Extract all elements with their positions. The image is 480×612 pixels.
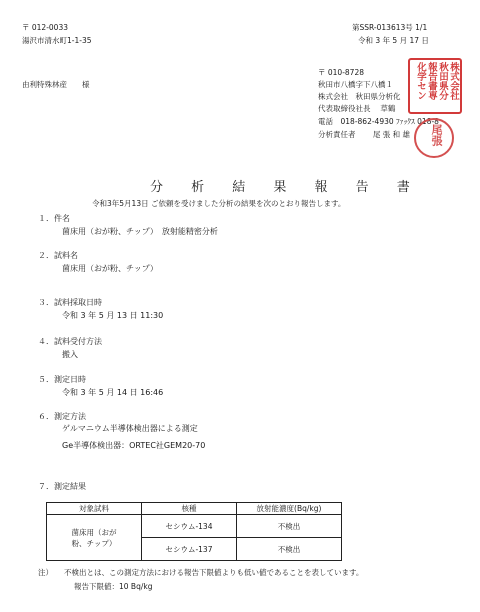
nuclide-cell: セシウム-137: [142, 538, 237, 561]
square-seal-stamp: 株式会社 秋田県分 報告書専 化学セン: [408, 58, 462, 114]
issuer-phone: 電話 018-862-4930 ﾌｧｯｸｽ 018-8: [318, 117, 439, 126]
sample-line-2: 粉、チップ）: [71, 538, 117, 548]
table-row: [47, 515, 342, 538]
round-seal-stamp: 尾張: [414, 118, 454, 158]
value-cell: 不検出: [237, 515, 342, 538]
item-2-heading: ２．試料名: [38, 251, 78, 260]
issuer-representative: 代表取締役社長 草鶴: [318, 104, 396, 113]
issuer-address: 秋田市八橋字下八橋１: [318, 80, 393, 89]
header-concentration: 放射能濃度(Bq/kg): [237, 503, 342, 515]
recipient-postal: 〒 012-0033: [22, 23, 68, 32]
item-1-heading: １．件名: [38, 214, 70, 223]
item-7-heading: ７．測定結果: [38, 482, 86, 491]
results-table: [46, 502, 342, 561]
report-number: 第SSR-013613号 1/1: [352, 23, 428, 32]
item-6-detector: Ge半導体検出器：ORTEC社GEM20-70: [62, 441, 206, 450]
sample-cell: [47, 515, 142, 561]
recipient-name: 由利特殊林産 様: [22, 80, 90, 89]
sample-line-1: 菌床用（おが: [71, 527, 117, 537]
document-title: 分 析 結 果 報 告 書: [150, 180, 422, 195]
item-4-heading: ４．試料受付方法: [38, 337, 102, 346]
item-6-heading: ６．測定方法: [38, 412, 86, 421]
header-nuclide: 核種: [142, 503, 237, 515]
note-limit: 報告下限値：10 Bq/kg: [74, 582, 153, 591]
item-2-value: 菌床用（おが粉、チップ）: [62, 264, 158, 273]
issuer-postal: 〒 010-8728: [318, 68, 364, 77]
item-4-value: 搬入: [62, 350, 78, 359]
item-3-heading: ３．試料採取日時: [38, 298, 102, 307]
item-1-value: 菌床用（おが粉、チップ） 放射能精密分析: [62, 227, 218, 236]
table-header-row: [47, 503, 342, 515]
issuer-analyst: 分析責任者 尾 張 和 雄: [318, 130, 411, 139]
item-5-heading: ５．測定日時: [38, 375, 86, 384]
recipient-address: 湯沢市清水町1-1-35: [22, 36, 92, 45]
report-date: 令和 3 年 5 月 17 日: [358, 36, 429, 45]
item-5-value: 令和 3 年 5 月 14 日 16:46: [62, 388, 164, 397]
item-6-value: ゲルマニウム半導体検出器による測定: [62, 424, 198, 433]
header-sample: 対象試料: [47, 503, 142, 515]
note-text: 不検出とは、この測定方法における報告下限値よりも低い値であることを表しています。: [64, 568, 364, 577]
item-3-value: 令和 3 年 5 月 13 日 11:30: [62, 311, 164, 320]
company-seal: [408, 58, 464, 162]
nuclide-cell: セシウム-134: [142, 515, 237, 538]
value-cell: 不検出: [237, 538, 342, 561]
intro-text: 令和3年5月13日 ご依頼を受けました分析の結果を次のとおり報告します。: [92, 199, 346, 208]
issuer-company: 株式会社 秋田県分析化: [318, 92, 401, 101]
note-label: 注）: [38, 568, 53, 577]
